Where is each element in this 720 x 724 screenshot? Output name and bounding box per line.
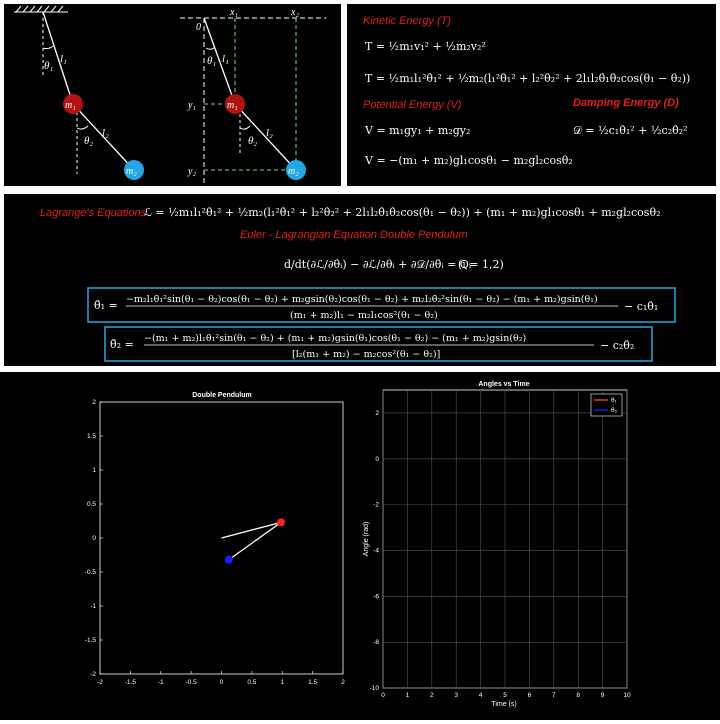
theta2-accel-numerator: −(m₁ + m₂)l₁θ̇₁²sin(θ₁ − θ₂) + (m₁ + m₂)gsin(θ₁)cos(θ₁ − θ₂) − (m₁ + m₂)gsin(θ₂) — [144, 333, 527, 344]
potential-energy-header: Potential Energy (V) — [363, 99, 462, 111]
chart-ticks — [370, 410, 631, 699]
pendulum-y-tick-label: -2 — [90, 671, 96, 678]
lagrange-panel — [4, 194, 716, 366]
theta2-accel-denominator: [l₂(m₁ + m₂) − m₂cos²(θ₁ − θ₂)] — [292, 349, 441, 360]
l1-label: l₁ — [60, 53, 67, 65]
chart-x-tick-label: 7 — [551, 692, 556, 699]
kinetic-eq-1: T = ½m₁v₁² + ½m₂v₂² — [365, 40, 486, 53]
theta2-label: θ₂ — [84, 135, 94, 147]
l2b-label: l₂ — [266, 127, 273, 139]
chart-y-tick-label: -6 — [373, 593, 379, 601]
angle-arc-1b — [206, 47, 215, 49]
chart-x-tick-label: 2 — [429, 692, 434, 699]
angle-arc-2 — [77, 126, 88, 129]
pendulum-x-tick-label: -1.5 — [124, 679, 136, 686]
m2b-label: m₂ — [288, 166, 299, 177]
legend-box — [591, 394, 622, 416]
y2-label: y₂ — [188, 166, 196, 177]
theta1b-label: θ₁ — [207, 55, 217, 67]
rod-1 — [43, 12, 73, 104]
pendulum-plot-title: Double Pendulum — [192, 392, 252, 399]
m1b-label: m₁ — [227, 100, 238, 111]
x2-label: x₂ — [291, 7, 299, 18]
chart-x-tick-label: 5 — [503, 692, 507, 699]
pendulum-y-tick-label: 0.5 — [86, 501, 96, 508]
m2-label: m₂ — [126, 166, 137, 177]
chart-ylabel: Angle (rad) — [363, 521, 370, 557]
pendulum-rod-2 — [229, 522, 281, 559]
chart-y-tick-label: 0 — [375, 455, 379, 463]
pendulum-plot — [85, 392, 345, 686]
lagrange-equations — [4, 194, 716, 366]
euler-lagrange-subheader: Euler - Lagrangian Equation Double Pendulum — [240, 229, 468, 241]
chart-y-tick-label: -8 — [373, 639, 379, 647]
pendulum-y-tick-label: -1.5 — [84, 637, 96, 644]
chart-x-tick-label: 1 — [405, 692, 410, 699]
l2-label: l₂ — [102, 127, 109, 139]
ceiling-hatch — [14, 6, 68, 12]
l1b-label: l₁ — [222, 53, 229, 65]
legend-label-theta2: θ₂ — [611, 407, 618, 414]
damping-eq: 𝒟 = ½c₁θ̇₁² + ½c₂θ̇₂² — [573, 124, 688, 137]
angle-arc-1 — [43, 46, 53, 49]
plots-canvas — [0, 372, 720, 720]
chart-y-tick-label: -10 — [369, 685, 379, 692]
plots-panel — [0, 372, 720, 720]
theta2-accel-damping: − c₂θ̇₂ — [600, 339, 635, 352]
angles-chart — [363, 381, 631, 708]
pendulum-bob-2 — [225, 556, 233, 564]
lagrange-header: Lagrange's Equations — [40, 207, 147, 219]
x1-label: x₁ — [230, 7, 238, 18]
pendulum-plot-ticks — [85, 399, 345, 686]
chart-grid — [383, 390, 627, 688]
chart-x-tick-label: 9 — [600, 692, 605, 699]
theta1-accel-numerator: −m₂l₁θ̇₁²sin(θ₁ − θ₂)cos(θ₁ − θ₂) + m₂gsin(θ₂)cos(θ₁ − θ₂) + m₂l₂θ̇₂²sin(θ₁ − θ₂) − (m₁ + m₂)gsin(θ₁) — [126, 294, 598, 305]
pendulum-bob-1 — [277, 518, 285, 526]
pendulum-diagram — [4, 4, 341, 186]
origin-label: 0 — [196, 22, 201, 33]
index-label: (i = 1,2) — [458, 258, 504, 271]
pendulum-x-tick-label: 0 — [219, 679, 224, 686]
pendulum-x-tick-label: 0.5 — [247, 679, 257, 686]
m1-label: m₁ — [65, 100, 76, 111]
pendulum-x-tick-label: -2 — [97, 679, 103, 686]
chart-x-tick-label: 8 — [576, 692, 581, 699]
theta2b-label: θ₂ — [248, 135, 258, 147]
theta1-label: θ₁ — [44, 60, 54, 72]
theta1-accel-denominator: (m₁ + m₂)l₁ − m₂l₁cos²(θ₁ − θ₂) — [290, 310, 438, 321]
kinetic-eq-2: T = ½m₁l₁²θ̇₁² + ½m₂(l₁²θ̇₁² + l₂²θ̇₂² + 2l₁l₂θ̇₁θ̇₂cos(θ₁ − θ₂)) — [365, 72, 691, 85]
pendulum-x-tick-label: -1 — [157, 679, 164, 686]
chart-xlabel: Time (s) — [491, 701, 517, 708]
energy-equations — [347, 4, 716, 186]
chart-x-tick-label: 6 — [527, 692, 532, 699]
pendulum-y-tick-label: -0.5 — [84, 569, 96, 576]
chart-x-tick-label: 4 — [478, 692, 483, 699]
theta1-accel-damping: − c₁θ̇₁ — [624, 300, 659, 313]
pendulum-x-tick-label: 2 — [341, 679, 345, 686]
potential-eq-1: V = m₁gy₁ + m₂gy₂ — [365, 124, 471, 137]
pendulum-y-tick-label: 0 — [92, 535, 96, 542]
chart-x-tick-label: 10 — [623, 692, 631, 699]
pendulum-x-tick-label: -0.5 — [185, 679, 197, 686]
pendulum-y-tick-label: 1 — [92, 467, 96, 474]
legend-label-theta1: θ₁ — [611, 397, 617, 404]
pendulum-plot-marks — [222, 518, 286, 563]
theta1-accel-lhs: θ̈₁ = — [94, 299, 118, 312]
potential-eq-2: V = −(m₁ + m₂)gl₁cosθ₁ − m₂gl₂cosθ₂ — [365, 154, 573, 167]
angle-arc-2b — [240, 126, 250, 129]
chart-y-tick-label: 2 — [375, 409, 379, 417]
kinetic-energy-header: Kinetic Energy (T) — [363, 15, 452, 27]
pendulum-diagram-panel — [4, 4, 341, 186]
damping-energy-header: Damping Energy (D) — [573, 97, 679, 109]
chart-y-tick-label: -2 — [373, 501, 379, 509]
chart-y-tick-label: -4 — [373, 547, 379, 555]
pendulum-x-tick-label: 1.5 — [308, 679, 318, 686]
energy-panel — [347, 4, 716, 186]
theta2-accel-lhs: θ̈₂ = — [110, 338, 134, 351]
pendulum-rod-1 — [222, 522, 282, 538]
chart-x-tick-label: 0 — [381, 692, 385, 699]
chart-legend — [591, 394, 622, 416]
pendulum-y-tick-label: 1.5 — [86, 433, 96, 440]
chart-x-tick-label: 3 — [454, 692, 459, 699]
pendulum-y-tick-label: 2 — [92, 399, 96, 406]
y1-label: y₁ — [188, 100, 196, 111]
lagrangian-eq: ℒ = ½m₁l₁²θ̇₁² + ½m₂(l₁²θ̇₁² + l₂²θ̇₂² + 2l₁l₂θ̇₁θ̇₂cos(θ₁ − θ₂)) + (m₁ + m₂)gl₁cosθ₁ + m₂gl₂cosθ₂ — [144, 206, 661, 219]
chart-title: Angles vs Time — [478, 381, 530, 388]
pendulum-x-tick-label: 1 — [280, 679, 285, 686]
pendulum-y-tick-label: -1 — [90, 603, 96, 610]
euler-lagrange-eq: d/dt(∂ℒ/∂θ̇ᵢ) − ∂ℒ/∂θᵢ + ∂𝒟/∂θ̇ᵢ = Qᵢ — [284, 258, 472, 271]
